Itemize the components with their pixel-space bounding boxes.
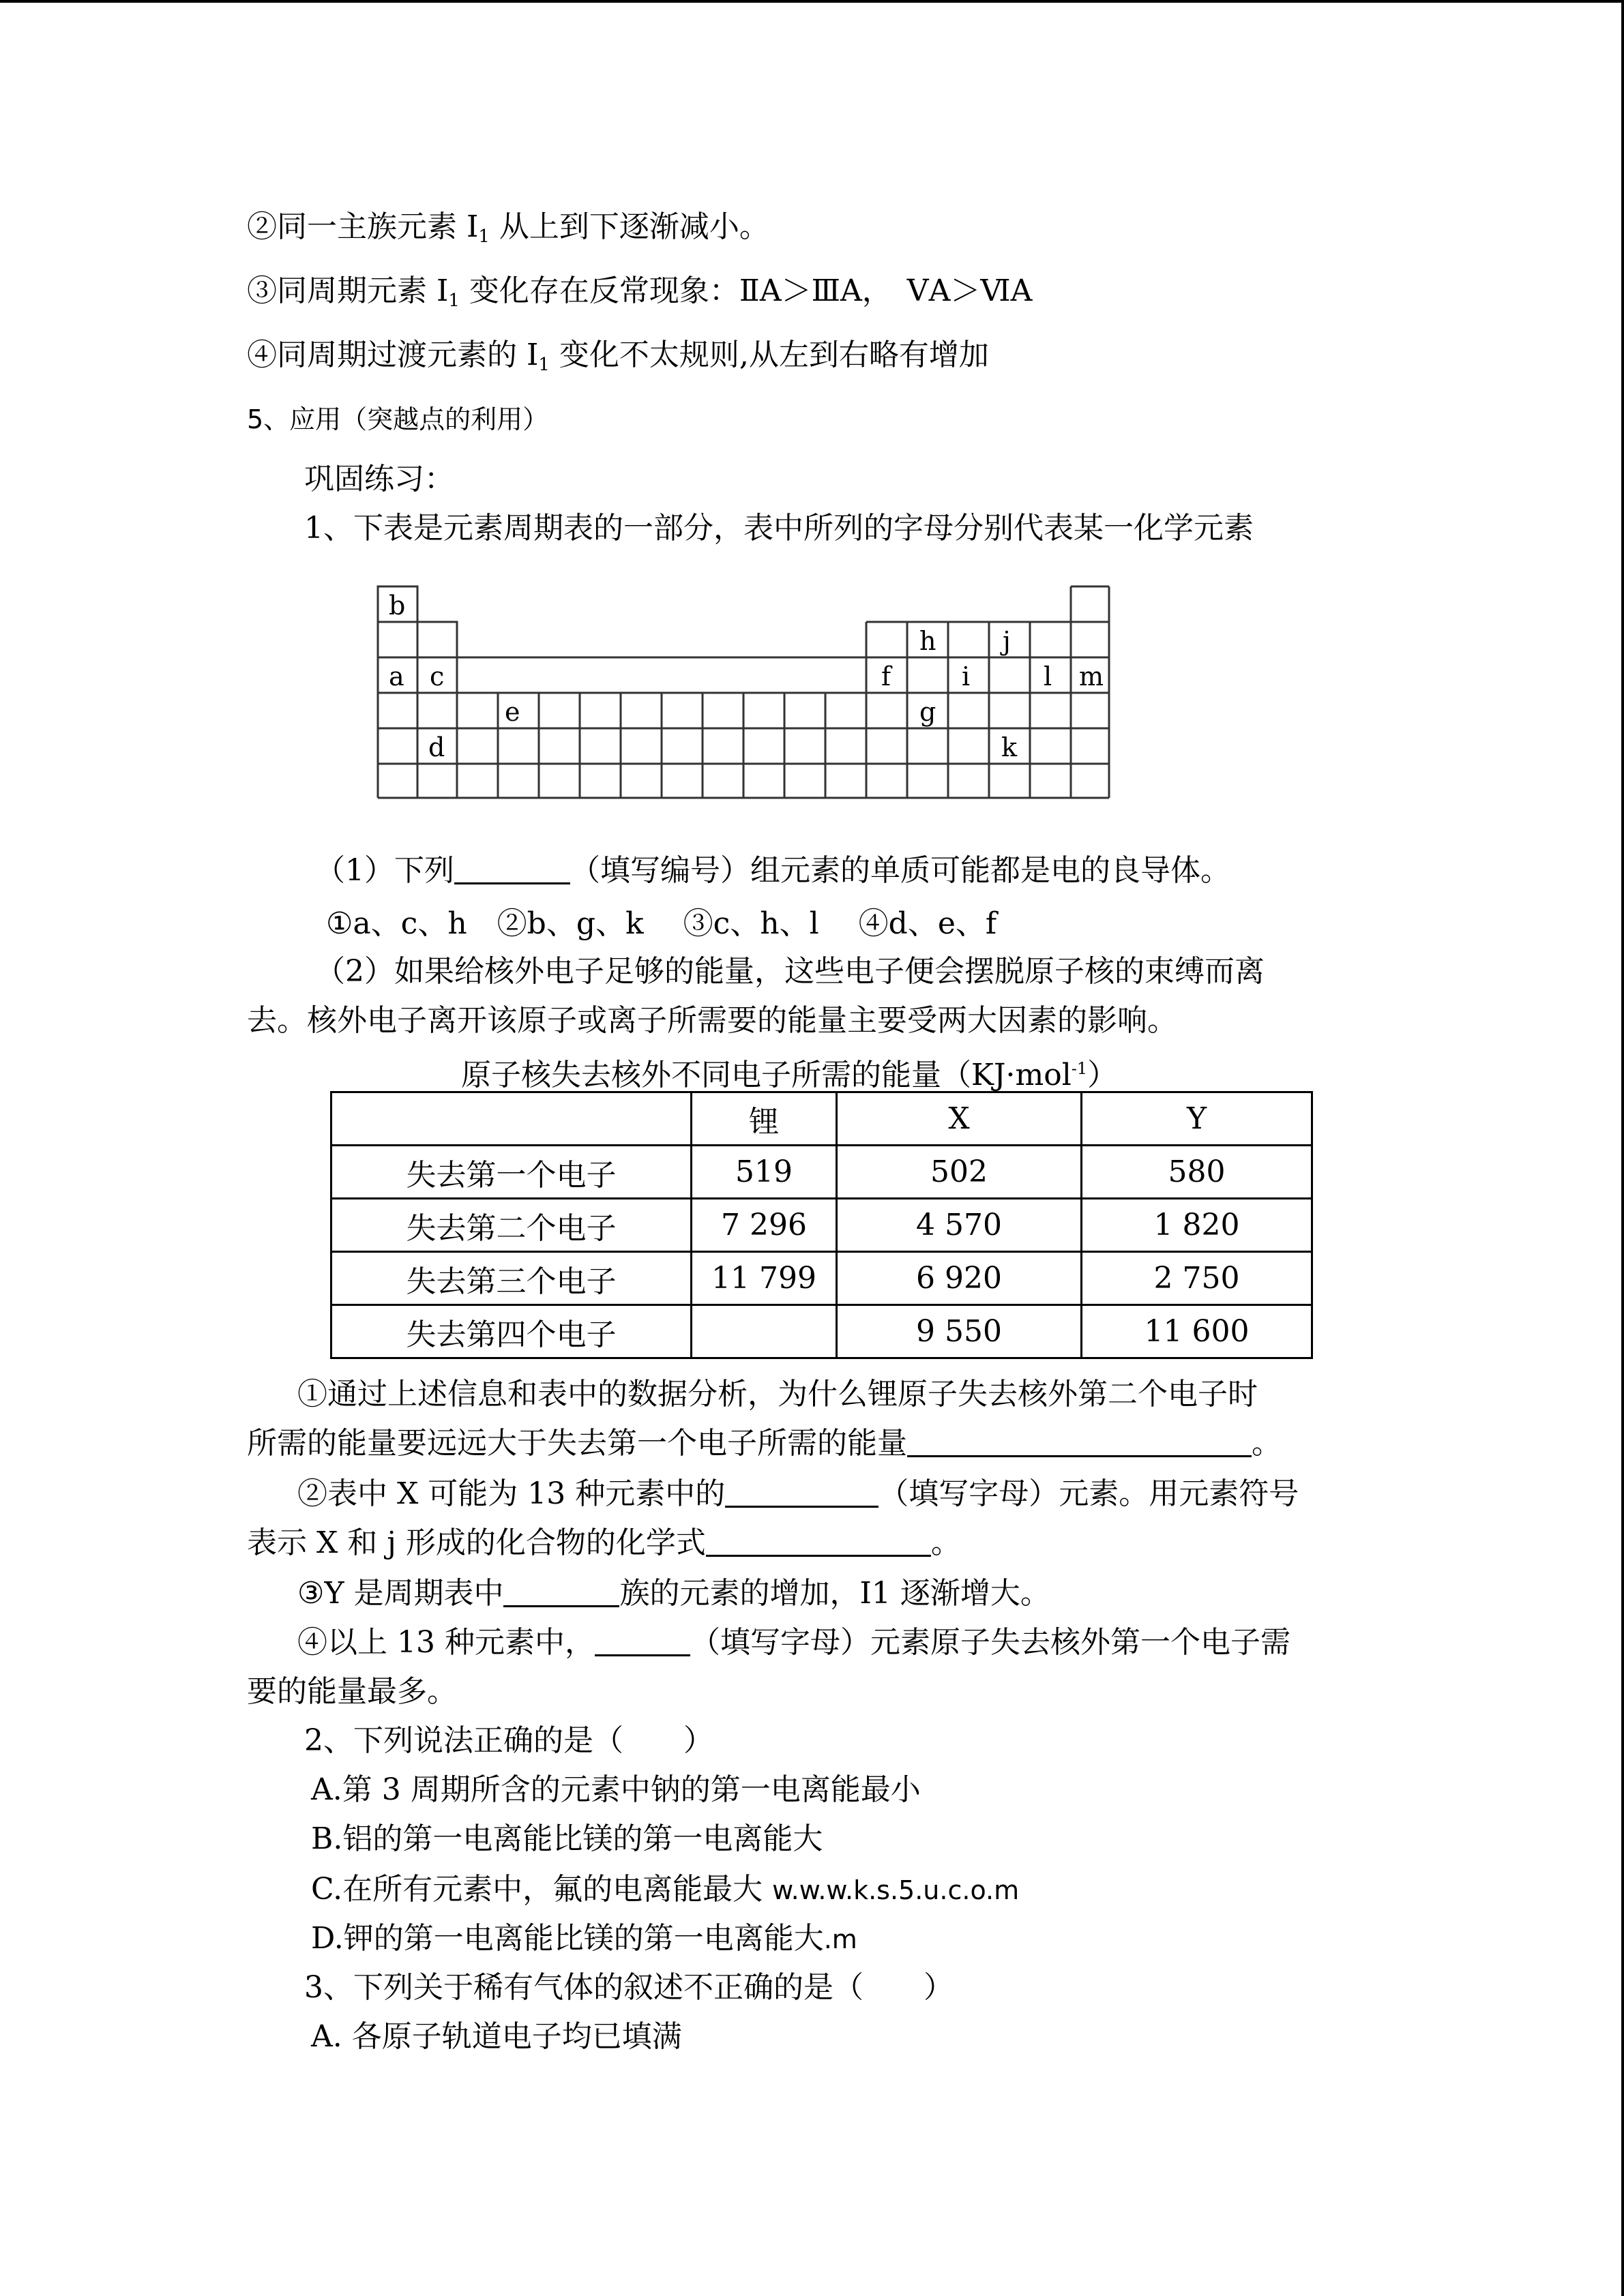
element-k: k: [1001, 732, 1018, 762]
s1-answer-blank[interactable]: [907, 1428, 1252, 1457]
q2-option-c: [311, 1871, 1019, 1909]
table-cell: 失去第三个电子: [331, 1252, 692, 1305]
point-3-text-b: 变化存在反常现象：ⅡA＞ⅢA， ⅤA＞ⅥA: [459, 273, 1033, 308]
q1-1-text-a: （1）下列: [315, 853, 454, 888]
s2-line1-text-a: ②表中 X 可能为 13 种元素中的: [297, 1476, 726, 1511]
q1-intro: 1、下表是元素周期表的一部分，表中所列的字母分别代表某一化学元素: [304, 511, 1254, 546]
q1-2-line2: 去。核外电子离开该原子或离子所需要的能量主要受两大因素的影响。: [247, 1003, 1177, 1038]
table-caption-text: 原子核失去核外不同电子所需的能量（KJ·mol: [461, 1058, 1072, 1092]
s4-line1: [297, 1624, 1290, 1661]
point-3-text-a: ③同周期元素 I: [247, 273, 449, 308]
q1-1-text-b: （填写编号）组元素的单质可能都是电的良导体。: [570, 853, 1230, 888]
table-caption-end: ）: [1087, 1058, 1118, 1092]
s2-element-blank[interactable]: [725, 1478, 879, 1508]
table-cell: 9 550: [837, 1305, 1082, 1358]
table-cell: 失去第四个电子: [331, 1305, 692, 1358]
table-cell: 519: [692, 1146, 837, 1199]
top-border: [0, 0, 1624, 3]
s2-line1: [297, 1476, 1299, 1512]
element-l: l: [1044, 661, 1052, 691]
s1-end: 。: [1252, 1426, 1282, 1461]
table-cell: 11 600: [1082, 1305, 1312, 1358]
point-3: [247, 273, 1032, 319]
q2: 2、下列说法正确的是（ ）: [304, 1723, 713, 1758]
s1-line1: ①通过上述信息和表中的数据分析，为什么锂原子失去核外第二个电子时: [297, 1377, 1258, 1412]
table-cell: 2 750: [1082, 1252, 1312, 1305]
table-cell: 1 820: [1082, 1199, 1312, 1252]
element-i: i: [962, 661, 971, 691]
table-cell: [692, 1305, 837, 1358]
s4-line2: 要的能量最多。: [247, 1674, 457, 1709]
s2-end: 。: [930, 1525, 961, 1560]
s3-text-b: 族的元素的增加，I1 逐渐增大。: [619, 1576, 1050, 1611]
point-5: 5、应用（突越点的利用）: [247, 404, 549, 434]
point-4: [247, 337, 989, 383]
element-b: b: [389, 591, 406, 621]
q2-option-b: B.铝的第一电离能比镁的第一电离能大: [311, 1821, 823, 1856]
s3-text-a: ③Y 是周期表中: [297, 1576, 504, 1611]
element-d: d: [428, 732, 445, 762]
table-header-cell: X: [837, 1092, 1082, 1146]
q1-1-answer-blank[interactable]: [454, 855, 570, 884]
table-cell: 失去第一个电子: [331, 1146, 692, 1199]
q1-2-line1: （2）如果给核外电子足够的能量，这些电子便会摆脱原子核的束缚而离: [315, 954, 1265, 989]
periodic-grid-lines: [368, 585, 1119, 803]
s2-line2-text: 表示 X 和 j 形成的化合物的化学式: [247, 1525, 706, 1560]
point-4-sub: 1: [538, 355, 550, 375]
ionization-energy-table: [330, 1091, 1313, 1359]
point-2-text-a: ②同一主族元素 I: [247, 209, 479, 244]
element-h: h: [919, 626, 936, 656]
element-g: g: [919, 697, 936, 727]
table-header-cell: 锂: [692, 1092, 837, 1146]
element-m: m: [1079, 661, 1104, 691]
element-f: f: [881, 661, 891, 691]
point-2: [247, 209, 769, 255]
element-e: e: [505, 697, 520, 727]
q3: 3、下列关于稀有气体的叙述不正确的是（ ）: [304, 1970, 954, 2005]
s2-formula-blank[interactable]: [706, 1527, 931, 1557]
table-cell: 580: [1082, 1146, 1312, 1199]
table-caption-sup: -1: [1071, 1059, 1088, 1078]
table-header-cell: Y: [1082, 1092, 1312, 1146]
table-cell: 502: [837, 1146, 1082, 1199]
element-j: j: [1003, 626, 1011, 656]
point-3-sub: 1: [448, 290, 460, 311]
table-row: [331, 1146, 1312, 1199]
q2-option-c-watermark: w.w.w.k.s.5.u.c.o.m: [772, 1875, 1020, 1905]
q3-option-a: A. 各原子轨道电子均已填满: [311, 2019, 682, 2054]
table-row: [331, 1305, 1312, 1358]
right-border: [1621, 0, 1624, 2296]
q2-option-d-text: D.钾的第一电离能比镁的第一电离能大: [311, 1921, 824, 1956]
q2-option-d-watermark: .m: [823, 1924, 857, 1954]
s1-line2-text: 所需的能量要远远大于失去第一个电子所需的能量: [247, 1426, 907, 1461]
s4-line1-text-b: （填写字母）元素原子失去核外第一个电子需: [690, 1625, 1290, 1660]
table-cell: 失去第二个电子: [331, 1199, 692, 1252]
q1-1: [315, 852, 1230, 889]
practice-heading: 巩固练习：: [304, 462, 454, 496]
table-cell: 6 920: [837, 1252, 1082, 1305]
s4-line1-text-a: ④以上 13 种元素中，: [297, 1625, 595, 1660]
table-cell: 4 570: [837, 1199, 1082, 1252]
point-4-text-a: ④同周期过渡元素的 I: [247, 338, 539, 372]
q1-1-options: ①a、c、h ②b、g、k ③c、h、l ④d、e、f: [326, 906, 997, 941]
table-row: [331, 1199, 1312, 1252]
table-row: [331, 1252, 1312, 1305]
table-header-cell: [331, 1092, 692, 1146]
s3-group-blank[interactable]: [503, 1578, 619, 1607]
s2-line2: [247, 1525, 961, 1562]
q2-option-a: A.第 3 周期所含的元素中钠的第一电离能最小: [311, 1772, 921, 1807]
s4-answer-blank[interactable]: [595, 1627, 690, 1656]
table-cell: 7 296: [692, 1199, 837, 1252]
table-caption: [461, 1050, 1117, 1094]
s3: [297, 1575, 1050, 1612]
point-2-text-b: 从上到下逐渐减小。: [489, 209, 769, 244]
s2-line1-text-b: （填写字母）元素。用元素符号: [879, 1476, 1299, 1511]
point-4-text-b: 变化不太规则,从左到右略有增加: [549, 338, 989, 372]
s1-line2: [247, 1425, 1282, 1462]
periodic-table-fragment: [368, 585, 1119, 803]
element-c: c: [430, 661, 445, 691]
point-2-sub: 1: [478, 226, 490, 247]
q2-option-d: [311, 1920, 857, 1958]
table-header-row: [331, 1092, 1312, 1146]
element-a: a: [389, 661, 404, 691]
q2-option-c-text: C.在所有元素中，氟的电离能最大: [311, 1872, 773, 1907]
table-cell: 11 799: [692, 1252, 837, 1305]
